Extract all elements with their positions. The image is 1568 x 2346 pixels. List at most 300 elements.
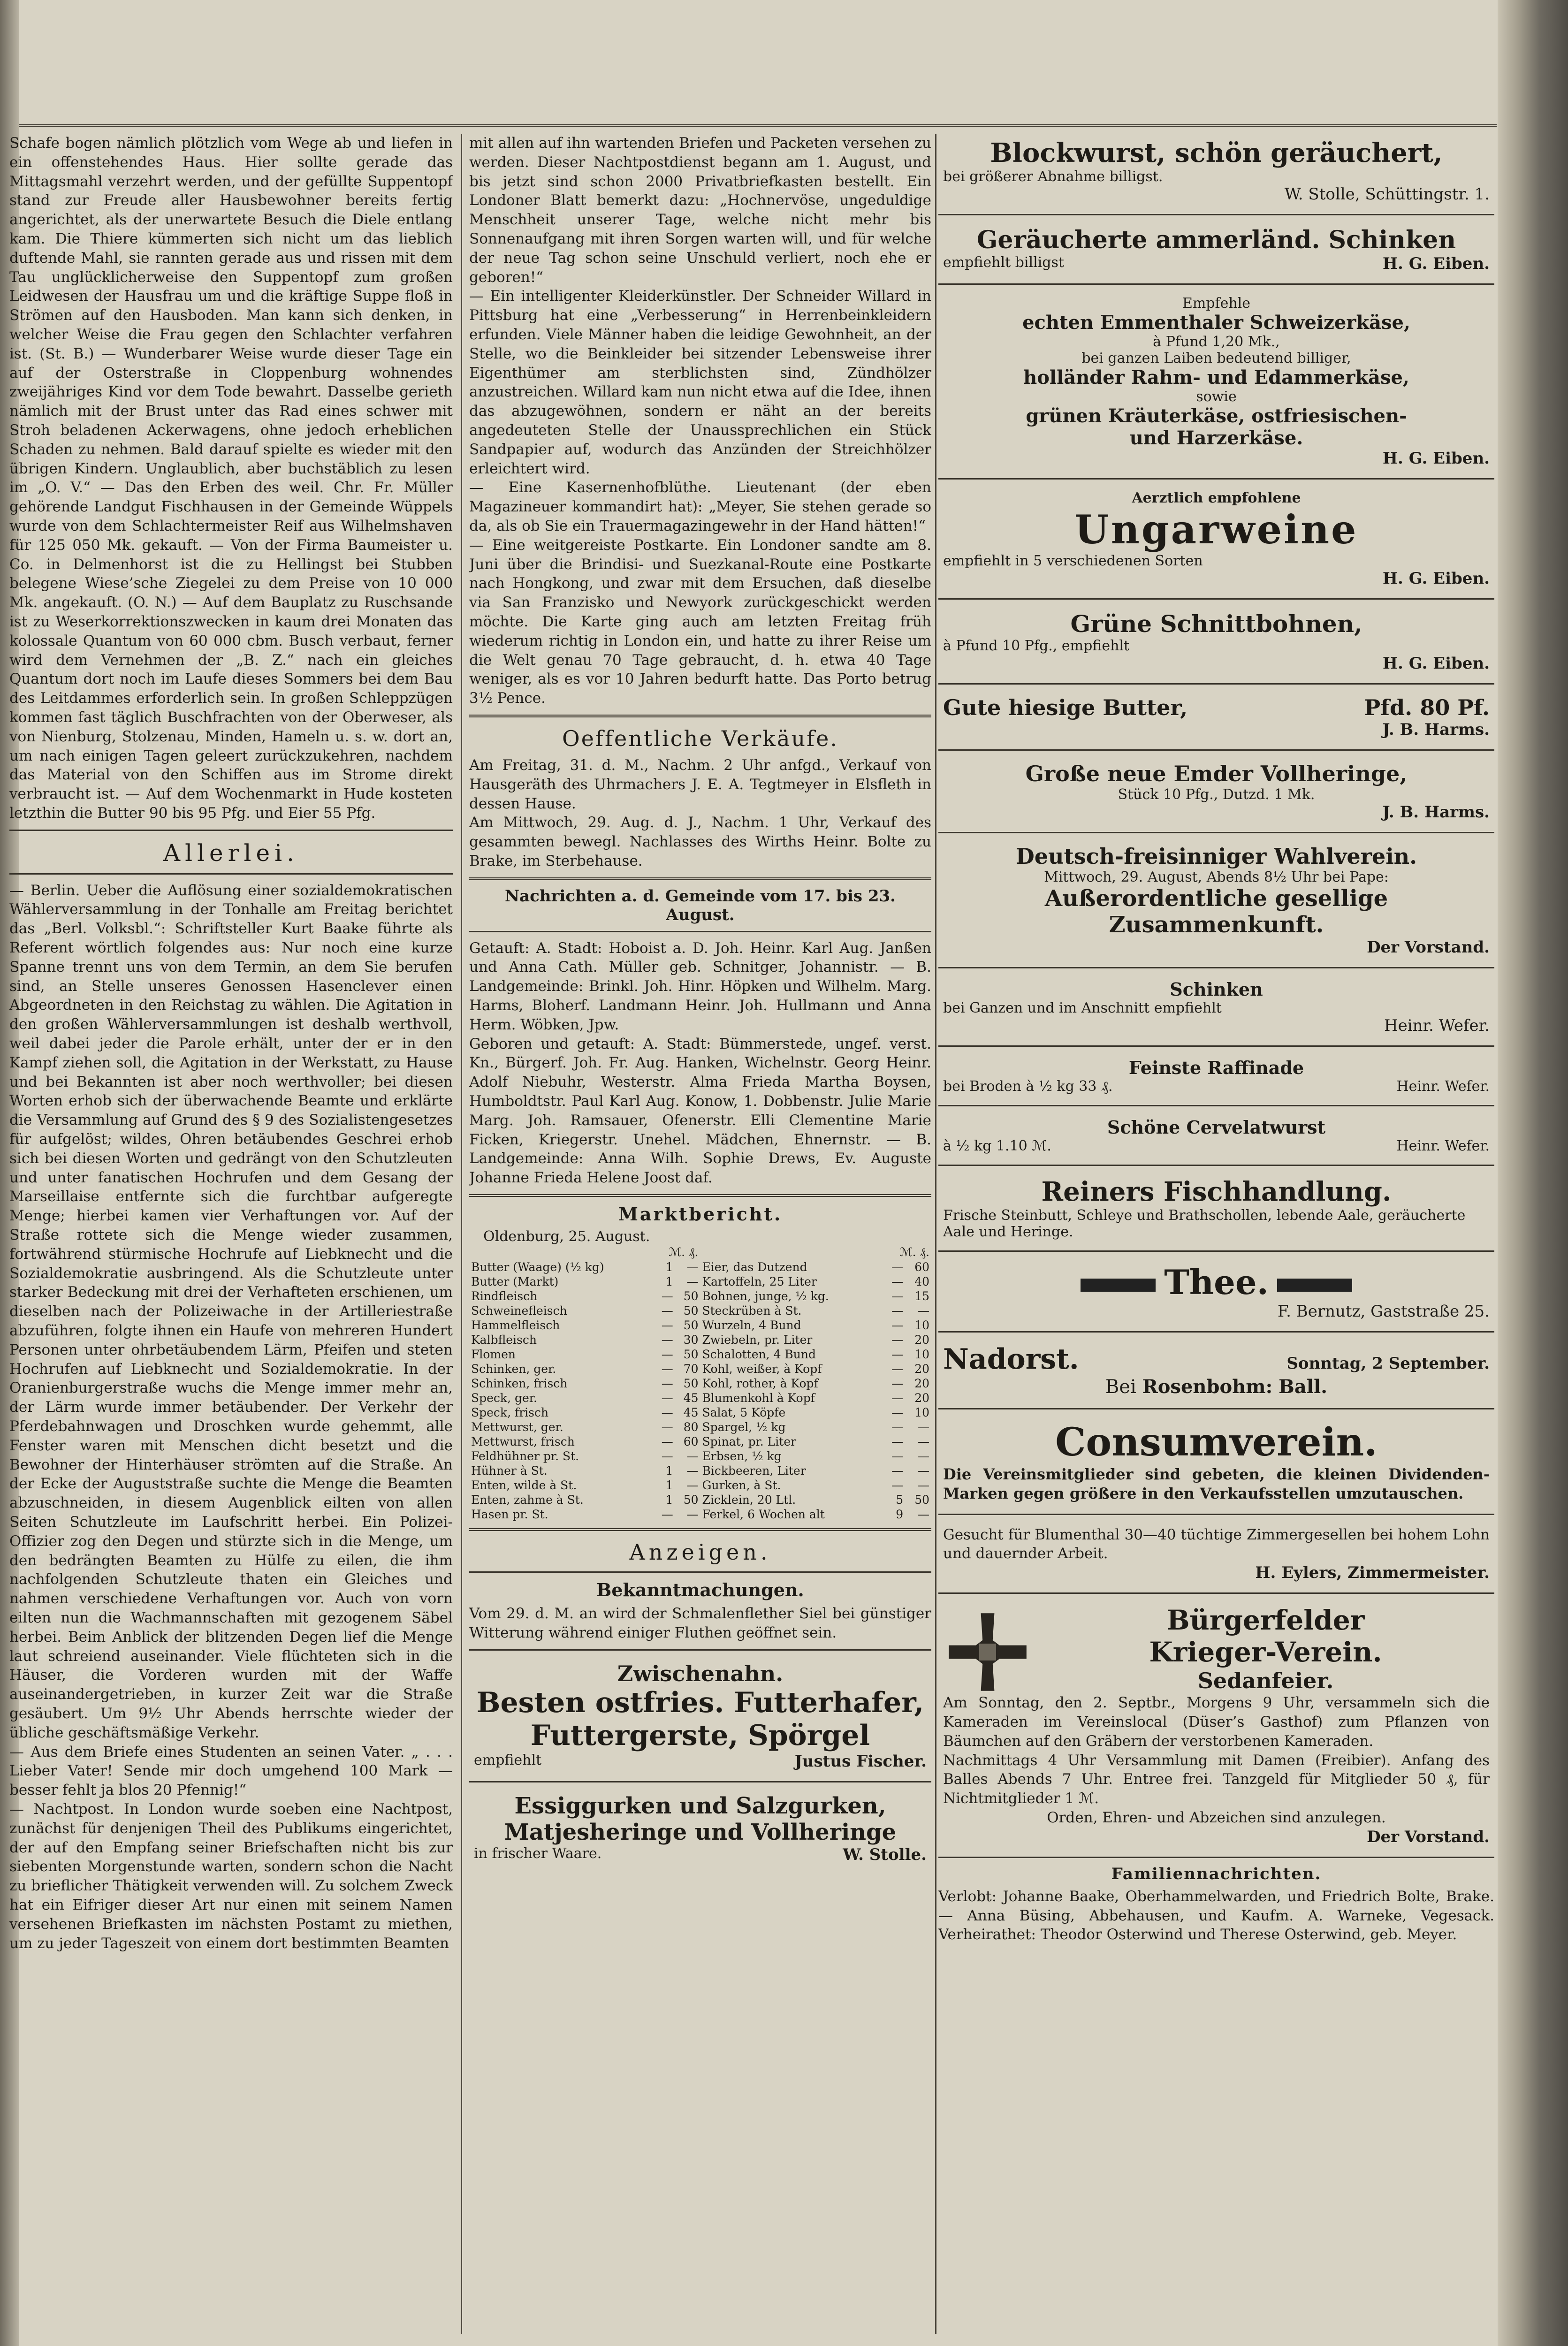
ad-title: Matjesheringe und Vollheringe (504, 1819, 897, 1845)
market-unit-label: ℳ. ₰. (899, 1245, 929, 1259)
ad-blockwurst (938, 134, 1494, 207)
market-item: Rindfleisch (471, 1289, 538, 1303)
column-3 (938, 134, 1494, 2142)
divider (938, 1592, 1494, 1594)
divider (469, 1571, 931, 1573)
market-mark: 1 (665, 1464, 673, 1478)
market-row (700, 1420, 932, 1434)
section-heading: Allerlei. (163, 839, 299, 867)
market-mark: — (661, 1435, 673, 1449)
iron-cross-icon (945, 1610, 1030, 1694)
divider (938, 214, 1494, 215)
market-row (700, 1362, 932, 1376)
market-item: Zwiebeln, pr. Liter (702, 1333, 813, 1347)
section-heading: Familiennachrichten. (1111, 1864, 1322, 1883)
ad-title: Bürgerfelder (1166, 1604, 1365, 1637)
market-row (700, 1463, 932, 1478)
market-pfennig: — (686, 1275, 699, 1289)
market-mark: — (891, 1478, 904, 1493)
divider (938, 1045, 1494, 1047)
market-mark: — (661, 1304, 673, 1318)
market-pfennig: 60 (683, 1435, 699, 1449)
ad-seller: J. B. Harms. (1382, 720, 1490, 739)
market-item: Mettwurst, frisch (471, 1435, 575, 1449)
ad-raffinade (938, 1053, 1494, 1098)
market-mark: — (891, 1304, 904, 1318)
market-item: Steckrüben à St. (702, 1304, 802, 1318)
market-pfennig: 50 (914, 1493, 929, 1507)
market-row (700, 1333, 932, 1347)
market-row (469, 1289, 700, 1303)
article-text: mit allen auf ihn wartenden Briefen und Packeten versehen zu werden. Dieser Nachtpostdienst begann am 1. August, und bis jetzt sind schon 2000 Privatbriefkasten bestellt. Ein Londoner Blatt bemerkt dazu: „Hochnervöse, ungeduldige Menschheit unserer Tage, welche nicht mehr bis Sonnenaufgang mit ihren Sorgen warten will, und für welche der neue Tag schon seine Unschuld verliert, noch ehe er geboren!“ (469, 135, 931, 286)
section-heading: Anzeigen. (629, 1539, 771, 1565)
divider (938, 1857, 1494, 1858)
market-pfennig: — (918, 1304, 929, 1318)
ad-title: Besten ostfries. Futterhafer, (476, 1686, 924, 1719)
market-item: Spinat, pr. Liter (702, 1435, 797, 1449)
market-mark: — (661, 1420, 673, 1434)
ad-text: à ½ kg 1.10 ℳ. (943, 1138, 1051, 1154)
market-pfennig: — (686, 1464, 699, 1478)
market-row (700, 1289, 932, 1303)
ad-vollheringe (938, 757, 1494, 825)
ad-title: Geräucherte ammerländ. Schinken (976, 226, 1456, 254)
market-mark: — (661, 1391, 673, 1405)
market-pfennig: 50 (683, 1289, 699, 1303)
market-row (469, 1274, 700, 1289)
market-mark: — (891, 1406, 904, 1420)
ad-title: Grüne Schnittbohnen, (1070, 610, 1362, 638)
ad-thee (938, 1258, 1494, 1325)
market-pfennig: 50 (683, 1318, 699, 1333)
market-mark: — (661, 1508, 673, 1522)
market-row (469, 1303, 700, 1318)
ad-title: Zwischenahn. (617, 1660, 784, 1686)
market-pfennig: — (686, 1260, 699, 1274)
market-pfennig: — (686, 1508, 699, 1522)
ad-title: Schöne Cervelatwurst (1107, 1117, 1326, 1138)
market-row (469, 1391, 700, 1405)
market-mark: — (661, 1406, 673, 1420)
ad-seller: H. G. Eiben. (1382, 254, 1490, 273)
market-pfennig: 45 (683, 1406, 699, 1420)
ad-title: Gute hiesige Butter, (943, 695, 1188, 720)
market-row (700, 1260, 932, 1274)
ad-fischhandlung (938, 1173, 1494, 1244)
market-pfennig: 20 (914, 1333, 929, 1347)
ad-zwischenahn (469, 1657, 931, 1775)
ad-title: Sedanfeier. (1197, 1668, 1334, 1694)
market-item: Butter (Waage) (½ kg) (471, 1260, 604, 1274)
market-item: Flomen (471, 1348, 516, 1362)
market-pfennig: 20 (914, 1362, 929, 1376)
ad-title: Große neue Emder Vollheringe, (1025, 761, 1408, 786)
market-item: Hühner à St. (471, 1464, 548, 1478)
market-unit-label: ℳ. ₰. (669, 1245, 699, 1259)
ad-seller: H. G. Eiben. (1382, 654, 1490, 673)
market-pfennig: 10 (914, 1406, 929, 1420)
market-row (469, 1318, 700, 1333)
market-mark: — (891, 1318, 904, 1333)
article-text: — Berlin. Ueber die Auflösung einer sozialdemokratischen Wählerversammlung in der Tonhalle am Freitag berichtet das „Berl. Volksbl.“: Schriftsteller Kurt Baake führte als Referent wörtlich folgendes aus: Nur noch eine kurze Spanne trennt uns von dem Termin, an dem Sie berufen sind, an Stelle unseres Genossen Hasenclever einen Abgeordneten in den Reichstag zu wählen. Die Agitation in den großen Wählerversammlungen ist deshalb werthvoll, weil dabei jeder die Parole erhält, unter der er in den Kampf ziehen soll, die Agitation in der Werkstatt, zu Hause und bei Bekannten ist aber noch werthvoller; bei diesen Worten erhob sich der überwachende Beamte und erklärte die Versammlung auf Grund des § 9 des Sozialistengesetzes für aufgelöst; wildes, Ohren betäubendes Geschrei erhob sich bei diesen Worten und gedrängt von den Schutzleuten und unter fanatischen Hochrufen und dem Gesang der Marseillaise entfernte sich die furchtbar aufgeregte Menge; hierbei kamen vier Verhaftungen vor. Auf der Straße rottete sich die Menge wieder zusammen, fortwährend stürmische Hochrufe auf Liebknecht und die Sozialdemokratie ausbringend. Als die Schutzleute unter starker Bedeckung mit drei der Verhafteten erschienen, um dieselben nach der Polizeiwache in der Artilleriestraße abzuführen, folgte ihnen ein Haufe von mehreren Hundert Personen unter ohrbetäubendem Lärm, Pfeifen und steten Hochrufen auf Liebknecht und Sozialdemokratie. In der Oranienburgerstraße wuchs die Menge immer mehr an, der Lärm wurde immer betäubender. Der Verkehr der Pferdebahnwagen und Droschken wurde gehemmt, alle Fenster waren mit Menschen dicht besetzt und die Bewohner der Hinterhäuser strömten auf die Straße. An der Ecke der Auguststraße suchte die Menge die Beamten abzuschneiden, in diesem Augenblick eilten von allen Seiten Schutzleute im Laufschritt herbei. Ein Polizei-Offizier zog den Degen und stürzte sich in die Menge, um den bedrängten Beamten zu Hülfe zu eilen, die ihm nachfolgenden Schutzleute thaten ein Gleiches und nahmen verschiedene Verhaftungen vor. Auch von vorn eilten nun die Wachmannschaften mit gezogenem Säbel herbei. Beim Anblick der blitzenden Degen lief die Menge laut schreiend auseinander. Viele flüchteten sich in die Häuser, die Vorderen wurden mit der Waffe auseinandergetrieben, in kurzer Zeit war die Straße gesäubert. Um 9½ Uhr Abends herrschte wieder der übliche geschäftsmäßige Verkehr. (9, 882, 453, 1741)
divider (938, 478, 1494, 480)
column-rule (935, 134, 936, 2334)
market-item: Spargel, ½ kg (702, 1420, 786, 1434)
article-text: — Eine Kasernenhofblüthe. Lieutenant (der eben Magazineuer kommandirt hat): „Meyer, Sie stehen gerade so da, als ob Sie ein Trauermagazingewehr in der Hand hätten!“ (469, 479, 931, 534)
ad-seller: J. B. Harms. (1382, 803, 1490, 822)
ad-title: Thee. (1164, 1262, 1269, 1302)
market-item: Butter (Markt) (471, 1275, 559, 1289)
article-text: — Aus dem Briefe eines Studenten an seinen Vater. „ . . . Lieber Vater! Sende mir doch umgehend 100 Mark — besser fehlt ja blos 20 Pfennig!“ (9, 1743, 453, 1799)
market-mark: — (891, 1333, 904, 1347)
market-pfennig: 20 (914, 1377, 929, 1391)
notice-text: Am Freitag, 31. d. M., Nachm. 2 Uhr anfgd., Verkauf von Hausgeräth des Uhrmachers J. E. A. Tegtmeyer in Elsfleth in dessen Hause. (469, 756, 931, 812)
market-item: Erbsen, ½ kg (702, 1449, 782, 1463)
ad-seller: H. G. Eiben. (1382, 569, 1490, 588)
ad-kaese (938, 291, 1494, 472)
market-header-row (700, 1245, 932, 1260)
market-mark: — (891, 1464, 904, 1478)
market-row (469, 1449, 700, 1463)
market-pfennig: 15 (914, 1289, 929, 1303)
notice-text: Vom 29. d. M. an wird der Schmalenflether Siel bei günstiger Witterung während einiger Fluthen geöffnet sein. (469, 1605, 931, 1641)
market-header-row (469, 1245, 700, 1260)
ad-schnittbohnen (938, 606, 1494, 677)
ad-text: Nachmittags 4 Uhr Versammlung mit Damen (Freibier). Anfang des Balles Abends 7 Uhr. Entree frei. Tanzgeld für Mitglieder 50 ₰, für Nichtmitglieder 1 ℳ. (943, 1752, 1490, 1807)
ad-title: holländer Rahm- und Edammerkäse, (1023, 366, 1409, 388)
divider (938, 1250, 1494, 1252)
market-row (700, 1347, 932, 1362)
market-item: Kohl, weißer, à Kopf (702, 1362, 822, 1376)
market-pfennig: 50 (683, 1493, 699, 1507)
market-pfennig: 70 (683, 1362, 699, 1376)
market-row (469, 1463, 700, 1478)
divider (938, 1105, 1494, 1106)
decorative-bar (1277, 1279, 1352, 1292)
divider (469, 1194, 931, 1197)
market-pfennig: — (918, 1464, 929, 1478)
market-mark: — (891, 1420, 904, 1434)
market-pfennig: — (918, 1420, 929, 1434)
ad-text: in frischer Waare. (474, 1845, 602, 1862)
market-item: Enten, wilde à St. (471, 1478, 577, 1493)
ad-seller: Der Vorstand. (1367, 938, 1490, 957)
divider (469, 1528, 931, 1531)
market-table-right (700, 1245, 932, 1522)
market-item: Wurzeln, 4 Bund (702, 1318, 801, 1333)
market-mark: — (891, 1289, 904, 1303)
market-row (700, 1318, 932, 1333)
ad-title: Außerordentliche gesellige (1044, 885, 1388, 912)
divider (938, 1331, 1494, 1333)
ad-title: Blockwurst, schön geräuchert, (990, 137, 1443, 168)
market-item: Kalbfleisch (471, 1333, 537, 1347)
ad-price: Pfd. 80 Pf. (1364, 695, 1490, 720)
market-row (700, 1274, 932, 1289)
market-mark: — (661, 1348, 673, 1362)
ad-title: grünen Kräuterkäse, ostfriesischen- (1026, 405, 1407, 427)
market-place-date: Oldenburg, 25. August. (483, 1228, 650, 1245)
market-mark: — (661, 1333, 673, 1347)
divider (469, 877, 931, 880)
divider (938, 1408, 1494, 1409)
ad-text: bei Ganzen und im Anschnitt empfiehlt (943, 1000, 1222, 1016)
column-2 (469, 134, 931, 2344)
market-pfennig: — (918, 1508, 929, 1522)
market-row (700, 1303, 932, 1318)
ad-text: à Pfund 1,20 Mk., (1153, 334, 1280, 350)
ad-seller: Heinr. Wefer. (1384, 1016, 1490, 1035)
market-row (469, 1362, 700, 1376)
section-heading: Oeffentliche Verkäufe. (562, 725, 838, 751)
divider (9, 873, 453, 875)
section-heading: Marktbericht. (618, 1203, 783, 1225)
market-row (700, 1391, 932, 1405)
market-item: Kartoffeln, 25 Liter (702, 1275, 817, 1289)
market-item: Speck, frisch (471, 1406, 549, 1420)
market-mark: — (891, 1260, 904, 1274)
divider (938, 283, 1494, 285)
article-text: — Nachtpost. In London wurde soeben eine Nachtpost, zunächst für denjenigen Theil des Publikums eingerichtet, der auf den Empfang seiner Briefschaften nicht bis zur siebenten Morgenstunde warten, sondern schon die Nacht zu brieflicher Thätigkeit verwenden will. Zu solchem Zweck hat ein Eifriger dieser Art nur einen mit seinem Namen versehenen Briefkasten im nächsten Postamt zu miethen, um zu jeder Tageszeit von einem dort bestimmten Beamten (9, 1800, 453, 1952)
ad-text: Stück 10 Pfg., Dutzd. 1 Mk. (1118, 786, 1315, 803)
market-item: Schalotten, 4 Bund (702, 1348, 816, 1362)
ad-title: Feinste Raffinade (1128, 1057, 1304, 1078)
column-rule (461, 134, 462, 2334)
market-pfennig: 50 (683, 1348, 699, 1362)
ad-text: Frische Steinbutt, Schleye und Brathschollen, lebende Aale, geräucherte Aale und Heringe. (943, 1207, 1466, 1240)
market-mark: — (661, 1449, 673, 1463)
notice-text: Getauft: A. Stadt: Hoboist a. D. Joh. Heinr. Karl Aug. Janßen und Anna Cath. Müller geb. Schnitger, Johannistr. — B. Landgemeinde: Brinkl. Joh. Hinr. Höpken und Wilhelm. Marg. Harms, Bloherf. Landmann Heinr. Joh. Hullmann und Anna Herm. Wöbken, Jpw. (469, 939, 931, 1033)
market-row (469, 1507, 700, 1522)
market-item: Mettwurst, ger. (471, 1420, 563, 1434)
market-row (469, 1478, 700, 1493)
ad-seller: H. Eylers, Zimmermeister. (1255, 1563, 1490, 1583)
market-table (469, 1245, 931, 1522)
market-mark: 1 (665, 1275, 673, 1289)
ad-text: Bei (1105, 1376, 1136, 1398)
market-mark: 1 (665, 1493, 673, 1507)
market-item: Salat, 5 Köpfe (702, 1406, 786, 1420)
market-pfennig: — (686, 1449, 699, 1463)
ad-ungarweine (938, 486, 1494, 592)
divider (469, 715, 931, 717)
ad-gurken (469, 1789, 931, 1868)
market-pfennig: 45 (683, 1391, 699, 1405)
market-mark: 9 (896, 1508, 904, 1522)
ad-seller: Heinr. Wefer. (1396, 1138, 1490, 1154)
article-text: — Eine weitgereiste Postkarte. Ein Londoner sandte am 8. Juni über die Brindisi- und Suezkanal-Route eine Postkarte nach Hongkong, und zwar mit dem Ersuchen, daß dieselbe via San Franzisko und Newyork zurückgeschickt werden möchte. Die Karte ging auch am letzten Freitag früh wiederum richtig in London ein, und hatte zu ihrer Reise um die Welt genau 70 Tage gebraucht, d. h. etwa 40 Tage weniger, als es vor 10 Jahren bedurft hatte. Das Porto betrug 3½ Pence. (469, 536, 931, 707)
ad-title: Essiggurken und Salzgurken, (514, 1792, 886, 1819)
market-item: Speck, ger. (471, 1391, 537, 1405)
market-item: Hammelfleisch (471, 1318, 560, 1333)
market-row (469, 1347, 700, 1362)
ad-seller: H. G. Eiben. (1382, 449, 1490, 468)
ad-seller: F. Bernutz, Gaststraße 25. (1277, 1302, 1490, 1321)
ad-title: Schinken (1170, 979, 1263, 1000)
ad-text: Orden, Ehren- und Abzeichen sind anzulegen. (1047, 1809, 1386, 1826)
ad-text: à Pfund 10 Pfg., empfiehlt (943, 638, 1130, 654)
ad-zimmergesellen (938, 1522, 1494, 1586)
ad-text: empfiehlt (474, 1752, 542, 1768)
ad-title: Ungarweine (1074, 506, 1358, 553)
family-news-text: Verlobt: Johanne Baake, Oberhammelwarden, und Friedrich Bolte, Brake. — Anna Büsing, Abbehausen, und Kaufm. A. Warneke, Vegesack. Verheirathet: Theodor Osterwind und Therese Osterwind, geb. Meyer. (938, 1888, 1494, 1943)
decorative-bar (1081, 1279, 1156, 1292)
market-mark: — (891, 1275, 904, 1289)
market-item: Gurken, à St. (702, 1478, 781, 1493)
ad-seller: W. Stolle. (843, 1845, 927, 1864)
divider (938, 1165, 1494, 1166)
divider (938, 683, 1494, 685)
market-item: Hasen pr. St. (471, 1508, 548, 1522)
ad-text: Empfehle (1182, 295, 1251, 312)
market-item: Bickbeeren, Liter (702, 1464, 806, 1478)
ad-text: bei ganzen Laiben bedeutend billiger, (1081, 350, 1351, 366)
market-mark: — (661, 1377, 673, 1391)
market-item: Zicklein, 20 Ltl. (702, 1493, 796, 1507)
market-item: Bohnen, junge, ½ kg. (702, 1289, 829, 1303)
ad-text: sowie (1196, 388, 1237, 405)
ad-event: Ball. (1279, 1376, 1328, 1398)
article-text: Schafe bogen nämlich plötzlich vom Wege ab und liefen in ein offenstehendes Haus. Hier sollte gerade das Mittagsmahl verzehrt werden, und der gefüllte Suppentopf stand zur Freude aller Hausbewohner bereits fertig angerichtet, als der unerwartete Besuch die Diele entlang kam. Die Thiere kümmerten sich nicht um das lieblich duftende Mahl, sie rannten gerade aus und rissen mit dem Tau unglücklicherweise den Suppentopf zum großen Leidwesen der Hausfrau um und die kräftige Suppe floß in Strömen auf den Hausboden. Man kann sich denken, in welcher Weise die Frau gegen den Schlachter verfahren ist. (St. B.) — Wunderbarer Weise wurde dieser Tage ein auf der Osterstraße in Cloppenburg wohnendes zweijähriges Kind vor dem Tode bewahrt. Dasselbe gerieth nämlich mit der Brust unter das Rad eines schwer mit Stroh beladenen Ackerwagens, ohne jedoch erheblichen Schaden zu nehmen. Bald darauf spielte es wieder mit den übrigen Kindern. Unglaublich, aber buchstäblich zu lesen im „O. V.“ — Das den Erben des weil. Chr. Fr. Müller gehörende Landgut Fischhausen in der Gemeinde Wüppels wurde von dem Schlachtermeister Reif aus Wilhelmshaven für 125 050 Mk. gekauft. — Von der Firma Baumeister u. Co. in Delmenhorst ist die zu Hellingst bei Stubben belegene Wiese’sche Ziegelei zu dem Preise von 10 000 Mk. angekauft. (O. N.) — Auf dem Bauplatz zu Ruschsande ist zu Weserkorrektionszwecken in kaum drei Monaten das kolossale Quantum von 60 000 cbm. Busch verbaut, ferner wird dem Vernehmen der „B. Z.“ nach ein gleiches Quantum dort noch im Laufe dieses Sommers bei dem Bau des Leitdammes erforderlich sein. In großen Schleppzügen kommen fast täglich Buschfrachten von der Oberweser, als von Nienburg, Stolzenau, Minden, Hameln u. s. w. dort an, um nach einigen Tagen geleert zurückzukehren, nachdem das Material von den Schiffen aus im Strome direkt verbraucht ist. — Auf dem Wochenmarkt in Hude kosteten letzthin die Butter 90 bis 95 Pfg. und Eier 55 Pfg. (9, 135, 453, 822)
divider (9, 830, 453, 831)
divider (469, 1649, 931, 1651)
market-pfennig: 20 (914, 1391, 929, 1405)
market-mark: 1 (665, 1478, 673, 1493)
notice-text: Am Mittwoch, 29. Aug. d. J., Nachm. 1 Uhr, Verkauf des gesammten bewegl. Nachlasses des Wirths Heinr. Bolte zu Brake, im Sterbehause. (469, 814, 931, 869)
market-row (469, 1434, 700, 1449)
market-row (700, 1507, 932, 1522)
ad-title: Zusammenkunft. (1109, 912, 1324, 938)
ad-butter (938, 691, 1494, 743)
divider (938, 967, 1494, 968)
market-mark: — (661, 1362, 673, 1376)
divider (938, 749, 1494, 751)
ad-seller: Justus Fischer. (794, 1752, 927, 1771)
ad-nadorst (938, 1339, 1494, 1402)
market-mark: 1 (665, 1260, 673, 1274)
market-item: Blumenkohl à Kopf (702, 1391, 815, 1405)
ad-schinken-ammerland (938, 222, 1494, 277)
divider (469, 931, 931, 932)
top-rule (19, 124, 1497, 127)
ad-cervelatwurst (938, 1113, 1494, 1158)
market-row (469, 1260, 700, 1274)
notice-text: Geboren und getauft: A. Stadt: Bümmerstede, ungef. verst. Kn., Bürgerf. Joh. Fr. Aug. Hanken, Wichelnstr. Georg Heinr. Adolf Niebuhr, Westerstr. Alma Frieda Martha Boysen, Humboldtstr. Paul Karl Aug. Konow, 1. Dobbenstr. Julie Marie Marg. Joh. Ramsauer, Ofenerstr. Elli Clementine Marie Ficken, Kriegerstr. Unehel. Mädchen, Ehnernstr. — B. Landgemeinde: Anna Wilh. Sophie Drews, Ev. Auguste Johanne Frieda Helene Joost daf. (469, 1035, 931, 1187)
ad-title: Consumverein. (1055, 1420, 1378, 1465)
ad-title: Deutsch-freisinniger Wahlverein. (1015, 844, 1417, 869)
ad-text: Die Vereinsmitglieder sind gebeten, die kleinen Dividenden-Marken gegen größere in den Verkaufsstellen umzutauschen. (943, 1465, 1490, 1502)
ad-text: Gesucht für Blumenthal 30—40 tüchtige Zimmergesellen bei hohem Lohn und dauernder Arbeit. (943, 1526, 1490, 1562)
market-row (700, 1493, 932, 1507)
ad-seller: Der Vorstand. (1367, 1827, 1490, 1846)
ad-title: und Harzerkäse. (1129, 427, 1303, 449)
market-row (469, 1405, 700, 1420)
ad-seller: W. Stolle, Schüttingstr. 1. (1284, 185, 1490, 204)
market-mark: — (891, 1391, 904, 1405)
ad-title: Nadorst. (943, 1343, 1079, 1376)
ad-schinken (938, 975, 1494, 1039)
market-item: Schweinefleisch (471, 1304, 567, 1318)
section-heading: Bekanntmachungen. (596, 1579, 804, 1601)
market-row (469, 1376, 700, 1391)
market-header-blank (700, 1245, 883, 1260)
market-pfennig: 60 (914, 1260, 929, 1274)
market-mark: 5 (896, 1493, 904, 1507)
market-mark: — (891, 1377, 904, 1391)
market-row (700, 1434, 932, 1449)
page-edge (1498, 0, 1568, 2346)
divider (938, 598, 1494, 600)
ad-text: Aerztlich empfohlene (1132, 490, 1301, 506)
market-mark: — (661, 1289, 673, 1303)
ad-text: bei größerer Abnahme billigst. (943, 168, 1163, 185)
market-pfennig: — (918, 1449, 929, 1463)
market-row (469, 1333, 700, 1347)
market-mark: — (891, 1435, 904, 1449)
market-row (700, 1478, 932, 1493)
market-item: Kohl, rother, à Kopf (702, 1377, 818, 1391)
market-mark: — (891, 1362, 904, 1376)
market-mark: — (891, 1348, 904, 1362)
market-row (469, 1493, 700, 1507)
market-pfennig: 80 (683, 1420, 699, 1434)
ad-venue: Rosenbohm: (1142, 1376, 1273, 1398)
article-text: — Ein intelligenter Kleiderkünstler. Der Schneider Willard in Pittsburg hat eine „Verbesserung“ in Herrenbeinkleidern erfunden. Viele Männer haben die leidige Gewohnheit, an der Stelle, wo die Beinkleider bei sitzender Lebensweise ihrer Eigenthümer am sterblichsten sind, Zündhölzer anzustreichen. Willard kam nun nicht etwa auf die Idee, ihnen das abzugewöhnen, sondern er näht an der bereits angedeuteten Stelle der Unaussprechlichen ein Stück Sandpapier auf, wodurch das Anzünden der Streichhölzer erleichtert wird. (469, 288, 931, 477)
market-pfennig: — (918, 1435, 929, 1449)
ad-krieger-verein (938, 1600, 1494, 1850)
ad-wahlverein (938, 840, 1494, 960)
market-pfennig: 10 (914, 1318, 929, 1333)
market-mark: — (661, 1318, 673, 1333)
market-row (700, 1405, 932, 1420)
column-1 (9, 134, 453, 2334)
market-row (469, 1420, 700, 1434)
market-row (700, 1376, 932, 1391)
market-pfennig: — (686, 1478, 699, 1493)
market-table-left (469, 1245, 700, 1522)
market-item: Enten, zahme à St. (471, 1493, 584, 1507)
ad-title: Futtergerste, Spörgel (530, 1719, 870, 1752)
market-pfennig: 30 (683, 1333, 699, 1347)
ad-title: Krieger-Verein. (1149, 1636, 1382, 1668)
ad-date: Sonntag, 2 September. (1286, 1354, 1490, 1373)
market-mark: — (891, 1449, 904, 1463)
market-pfennig: 50 (683, 1304, 699, 1318)
market-row (700, 1449, 932, 1463)
ad-consumverein (938, 1416, 1494, 1507)
ad-title: Reiners Fischhandlung. (1041, 1176, 1392, 1207)
market-item: Eier, das Dutzend (702, 1260, 807, 1274)
market-item: Ferkel, 6 Wochen alt (702, 1508, 825, 1522)
market-item: Schinken, ger. (471, 1362, 556, 1376)
divider (938, 1514, 1494, 1515)
ad-text: empfiehlt billigst (943, 254, 1064, 271)
ad-text: Mittwoch, 29. August, Abends 8½ Uhr bei Pape: (1044, 869, 1389, 885)
market-pfennig: 10 (914, 1348, 929, 1362)
market-item: Schinken, frisch (471, 1377, 568, 1391)
market-header-blank (469, 1245, 654, 1260)
divider (938, 832, 1494, 833)
market-pfennig: — (918, 1478, 929, 1493)
market-pfennig: 40 (914, 1275, 929, 1289)
section-heading: Nachrichten a. d. Gemeinde vom 17. bis 23. August. (504, 886, 896, 924)
divider (469, 1781, 931, 1782)
market-pfennig: 50 (683, 1377, 699, 1391)
ad-text: bei Broden à ½ kg 33 ₰. (943, 1078, 1113, 1095)
ad-seller: Heinr. Wefer. (1396, 1078, 1490, 1095)
market-item: Feldhühner pr. St. (471, 1449, 579, 1463)
ad-title: echten Emmenthaler Schweizerkäse, (1022, 312, 1410, 334)
